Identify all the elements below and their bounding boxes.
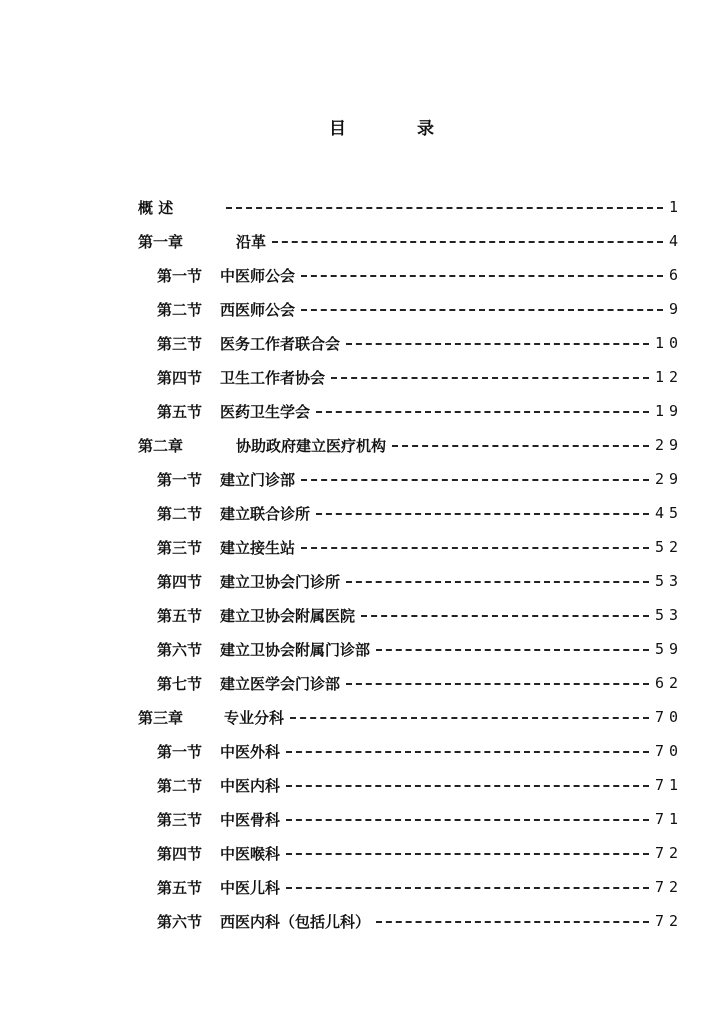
toc-entry-label: 协助政府建立医疗机构 bbox=[236, 436, 387, 455]
toc-entry-section bbox=[157, 600, 683, 630]
toc-entry-number: 第四节 bbox=[157, 368, 203, 387]
toc-entry-section bbox=[157, 294, 683, 324]
dot-leader bbox=[376, 921, 649, 923]
toc-entry-label: 建立医学会门诊部 bbox=[220, 674, 341, 693]
dot-leader bbox=[301, 275, 663, 277]
toc-entry-page: 72 bbox=[654, 912, 683, 930]
toc-entry-page: 53 bbox=[654, 606, 683, 624]
toc-entry-label: 建立卫协会附属医院 bbox=[220, 606, 356, 625]
dot-leader bbox=[286, 785, 649, 787]
toc-entry-number: 第一节 bbox=[157, 742, 203, 761]
toc-entry-label: 中医儿科 bbox=[220, 878, 281, 897]
toc-entry-page: 19 bbox=[654, 402, 683, 420]
toc-entry-label: 建立接生站 bbox=[220, 538, 296, 557]
toc-entry-section bbox=[157, 804, 683, 834]
toc-entry-page: 45 bbox=[654, 504, 683, 522]
dot-leader bbox=[331, 377, 649, 379]
toc-entry-section bbox=[157, 634, 683, 664]
toc-entry-page: 6 bbox=[668, 266, 683, 284]
toc-entry-section bbox=[157, 532, 683, 562]
toc-entry-label: 医务工作者联合会 bbox=[220, 334, 341, 353]
toc-entry-number: 第一节 bbox=[157, 470, 203, 489]
toc-entry-section bbox=[157, 396, 683, 426]
toc-entry-page: 72 bbox=[654, 844, 683, 862]
toc-entry-page: 71 bbox=[654, 810, 683, 828]
toc-entry-label: 建立卫协会门诊所 bbox=[220, 572, 341, 591]
toc-entry-label: 沿革 bbox=[236, 232, 267, 251]
toc-entry-number: 第五节 bbox=[157, 402, 203, 421]
toc-entry-number: 第四节 bbox=[157, 844, 203, 863]
toc-entry-number: 概 述 bbox=[138, 198, 174, 217]
toc-entry-section bbox=[157, 362, 683, 392]
toc-entry-page: 10 bbox=[654, 334, 683, 352]
toc-entry-overview bbox=[138, 192, 683, 222]
dot-leader bbox=[392, 445, 649, 447]
toc-entry-chapter-1 bbox=[138, 226, 683, 256]
toc-entry-chapter-3 bbox=[138, 702, 683, 732]
toc-entry-page: 29 bbox=[654, 436, 683, 454]
dot-leader bbox=[346, 343, 649, 345]
dot-leader bbox=[346, 683, 649, 685]
dot-leader bbox=[286, 751, 649, 753]
dot-leader bbox=[290, 717, 649, 719]
toc-entry-page: 70 bbox=[654, 708, 683, 726]
toc-entry-number: 第七节 bbox=[157, 674, 203, 693]
toc-entry-page: 12 bbox=[654, 368, 683, 386]
toc-entry-number: 第五节 bbox=[157, 878, 203, 897]
toc-entry-section bbox=[157, 770, 683, 800]
toc-entry-page: 52 bbox=[654, 538, 683, 556]
toc-entry-label: 中医师公会 bbox=[220, 266, 296, 285]
toc-entry-number: 第三节 bbox=[157, 810, 203, 829]
toc-entry-section bbox=[157, 736, 683, 766]
toc-entry-page: 59 bbox=[654, 640, 683, 658]
dot-leader bbox=[272, 241, 663, 243]
toc-entry-label: 卫生工作者协会 bbox=[220, 368, 326, 387]
toc-entry-number: 第二章 bbox=[138, 436, 184, 455]
toc-entry-section bbox=[157, 328, 683, 358]
page-title bbox=[0, 114, 713, 144]
toc-entry-page: 4 bbox=[668, 232, 683, 250]
dot-leader bbox=[346, 581, 649, 583]
toc-entry-label: 建立联合诊所 bbox=[220, 504, 311, 523]
dot-leader bbox=[301, 309, 663, 311]
toc-entry-page: 9 bbox=[668, 300, 683, 318]
dot-leader bbox=[301, 547, 649, 549]
toc-entry-label: 西医师公会 bbox=[220, 300, 296, 319]
toc-entry-section bbox=[157, 872, 683, 902]
toc-entry-chapter-2 bbox=[138, 430, 683, 460]
toc-entry-page: 72 bbox=[654, 878, 683, 896]
toc-entry-label: 专业分科 bbox=[224, 708, 285, 727]
toc-entry-page: 53 bbox=[654, 572, 683, 590]
toc-entry-label: 西医内科（包括儿科） bbox=[220, 912, 371, 931]
toc-entry-label: 中医喉科 bbox=[220, 844, 281, 863]
toc-entry-number: 第一章 bbox=[138, 232, 184, 251]
toc-entry-section bbox=[157, 464, 683, 494]
toc-entry-label: 建立门诊部 bbox=[220, 470, 296, 489]
toc-entry-label: 中医外科 bbox=[220, 742, 281, 761]
toc-entry-label: 建立卫协会附属门诊部 bbox=[220, 640, 371, 659]
toc-entry-number: 第三节 bbox=[157, 334, 203, 353]
toc-entry-section bbox=[157, 566, 683, 596]
dot-leader bbox=[286, 853, 649, 855]
title-char-2: 录 bbox=[417, 119, 434, 139]
toc-entry-number: 第五节 bbox=[157, 606, 203, 625]
toc-entry-label: 医药卫生学会 bbox=[220, 402, 311, 421]
toc-entry-page: 62 bbox=[654, 674, 683, 692]
toc-entry-page: 71 bbox=[654, 776, 683, 794]
toc-entry-page: 1 bbox=[668, 198, 683, 216]
toc-entry-section bbox=[157, 838, 683, 868]
dot-leader bbox=[286, 819, 649, 821]
toc-entry-number: 第二节 bbox=[157, 504, 203, 523]
title-char-1: 目 bbox=[329, 119, 346, 139]
dot-leader bbox=[301, 479, 649, 481]
toc-entry-number: 第三章 bbox=[138, 708, 184, 727]
toc-entry-label: 中医内科 bbox=[220, 776, 281, 795]
toc-entry-section bbox=[157, 668, 683, 698]
dot-leader bbox=[286, 887, 649, 889]
toc-entry-number: 第二节 bbox=[157, 300, 203, 319]
dot-leader bbox=[316, 513, 649, 515]
toc-entry-number: 第六节 bbox=[157, 640, 203, 659]
toc-entry-number: 第三节 bbox=[157, 538, 203, 557]
dot-leader bbox=[316, 411, 649, 413]
toc-entry-number: 第六节 bbox=[157, 912, 203, 931]
toc-entry-page: 70 bbox=[654, 742, 683, 760]
toc-entry-section bbox=[157, 906, 683, 936]
toc-entry-number: 第四节 bbox=[157, 572, 203, 591]
toc-entry-section bbox=[157, 498, 683, 528]
dot-leader bbox=[376, 649, 649, 651]
toc-entry-number: 第一节 bbox=[157, 266, 203, 285]
toc-entry-number: 第二节 bbox=[157, 776, 203, 795]
toc-entry-label: 中医骨科 bbox=[220, 810, 281, 829]
toc-entry-page: 29 bbox=[654, 470, 683, 488]
toc-entry-section bbox=[157, 260, 683, 290]
dot-leader bbox=[361, 615, 649, 617]
dot-leader bbox=[226, 207, 663, 209]
